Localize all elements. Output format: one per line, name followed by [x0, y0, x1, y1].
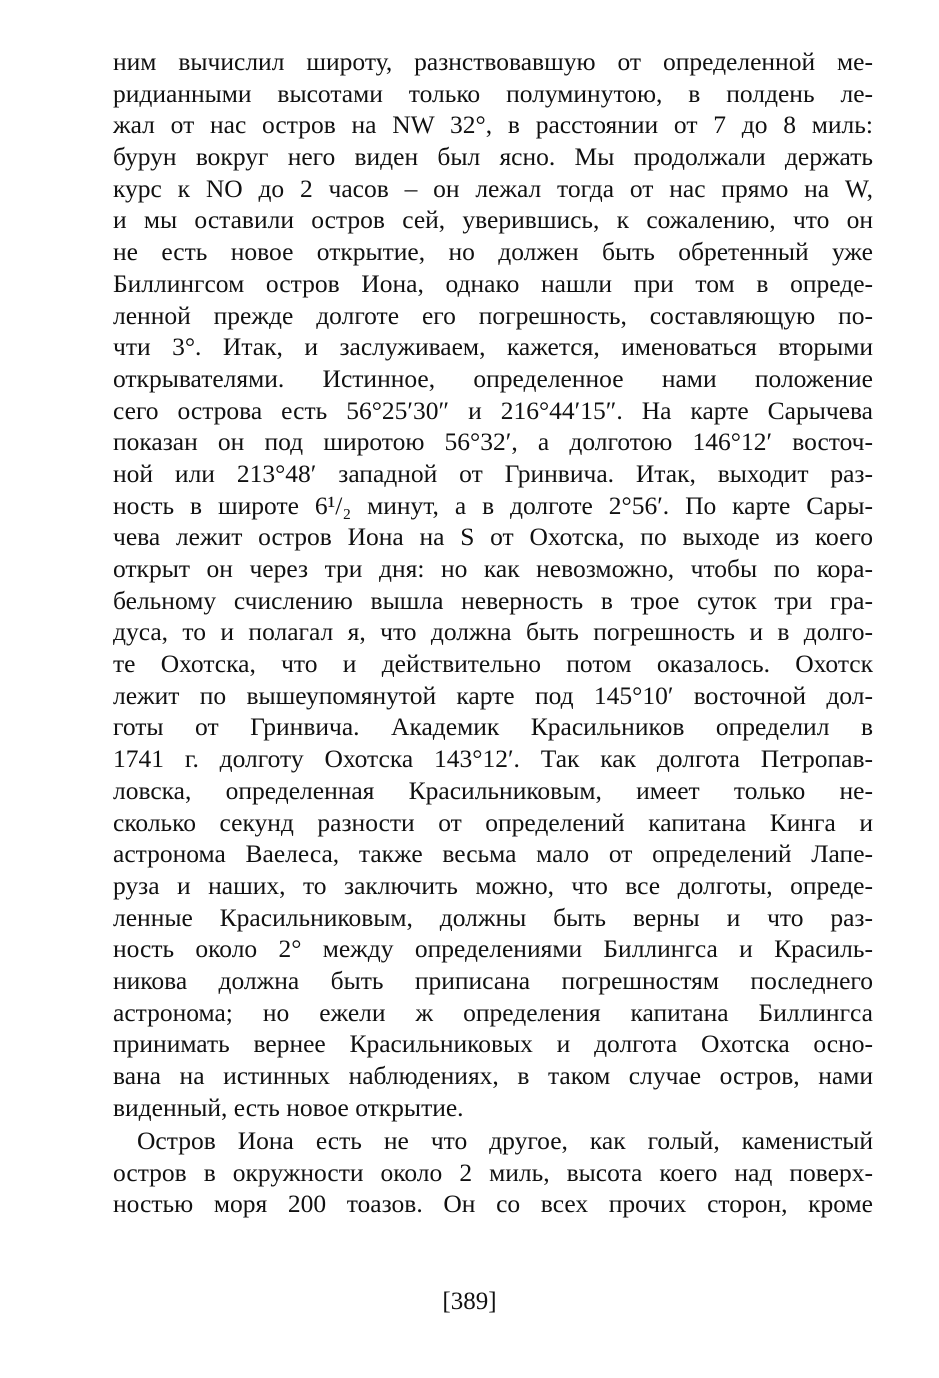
paragraph	[113, 46, 873, 1123]
text-line: астронома Ваелеса, также весьма мало от определений Лапе-	[113, 839, 873, 869]
text-line: руза и наших, то заключить можно, что все долготы, опреде-	[113, 870, 873, 900]
text-line: бурун вокруг него виден был ясно. Мы продолжали держать	[113, 142, 873, 172]
text-line: 1741 г. долготу Охотска 143°12′. Так как долгота Петропав-	[113, 744, 873, 774]
text-line: не есть новое открытие, но должен быть обретенный уже	[113, 237, 873, 267]
text-line: ловска, определенная Красильниковым, имеет только не-	[113, 775, 873, 805]
text-line: ленные Красильниковым, должны быть верны и что раз-	[113, 902, 873, 932]
text-line: курс к NO до 2 часов – он лежал тогда от нас прямо на W,	[113, 173, 873, 203]
text-line: сего острова есть 56°25′30″ и 216°44′15″. На карте Сарычева	[113, 395, 873, 425]
text-line: бельному счислению вышла неверность в трое суток три гра-	[113, 585, 873, 615]
page-number: [389]	[442, 1288, 497, 1315]
text-line: вана на истинных наблюдениях, в таком случае остров, нами	[113, 1061, 873, 1090]
text-line: ность в широте 6¹/₂ минут, а в долготе 2°56′. По карте Сары-	[113, 490, 873, 520]
text-line: готы от Гринвича. Академик Красильников определил в	[113, 712, 873, 742]
text-line: астронома; но ежели ж определения капитана Биллингса	[113, 997, 873, 1027]
text-line: и мы оставили остров сей, уверившись, к сожалению, что он	[113, 205, 873, 235]
text-line: ной или 213°48′ западной от Гринвича. Итак, выходит раз-	[113, 458, 873, 488]
text-line: жал от нас остров на NW 32°, в расстоянии от 7 до 8 миль:	[113, 110, 873, 140]
text-line: ридианными высотами только полуминутою, в полдень ле-	[113, 78, 873, 108]
text-line: открывателями. Истинное, определенное нами положение	[113, 363, 873, 393]
text-line: открыт он через три дня: но как невозможно, чтобы по кора-	[113, 554, 873, 583]
text-line: те Охотска, что и действительно потом оказалось. Охотск	[113, 649, 873, 679]
text-line: принимать вернее Красильниковых и долгота Охотска осно-	[113, 1029, 873, 1059]
text-line: чева лежит остров Иона на S от Охотска, по выходе из коего	[113, 522, 873, 552]
text-line: ностью моря 200 тоазов. Он со всех прочих сторон, кроме	[113, 1189, 873, 1219]
text-line: Биллингсом остров Иона, однако нашли при том в опреде-	[113, 268, 873, 298]
text-line: лежит по вышеупомянутой карте под 145°10′ восточной дол-	[113, 680, 873, 710]
text-line: остров в окружности около 2 миль, высота коего над поверх-	[113, 1157, 873, 1187]
text-line: дуса, то и полагал я, что должна быть погрешность и в долго-	[113, 617, 873, 647]
text-line: ленной прежде долготе его погрешность, составляющую по-	[113, 300, 873, 330]
paragraph	[113, 1125, 873, 1220]
text-line: ним вычислил широту, разнствовавшую от определенной ме-	[113, 47, 873, 76]
text-line: ность около 2° между определениями Биллингса и Красиль-	[113, 934, 873, 964]
page-body	[113, 46, 873, 1220]
text-line: показан он под широтою 56°32′, а долготою 146°12′ восточ-	[113, 427, 873, 457]
text-line: сколько секунд разности от определений капитана Кинга и	[113, 807, 873, 837]
text-line: виденный, есть новое открытие.	[113, 1092, 464, 1122]
text-line: чти 3°. Итак, и заслуживаем, кажется, именоваться вторыми	[113, 332, 873, 362]
text-line: никова должна быть приписана погрешностям последнего	[113, 965, 873, 995]
text-line: Остров Иона есть не что другое, как голый, каменистый	[137, 1125, 873, 1155]
